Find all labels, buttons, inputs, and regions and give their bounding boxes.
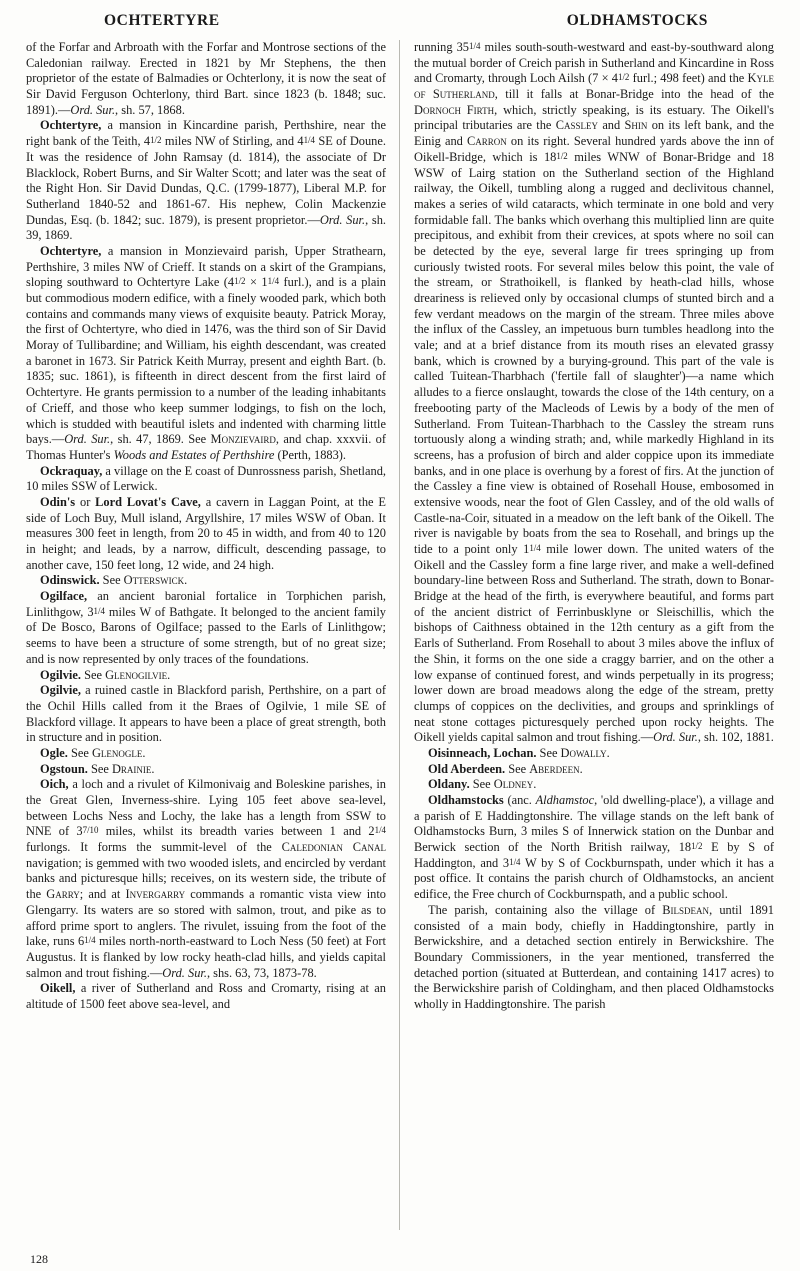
dictionary-entry: Ochtertyre, a mansion in Monzievaird parish, Upper Strathearn, Perthshire, 3 miles NW of Crieff. It stands on a skirt of the Grampians, sloping southward to Ochtertyre Lake (41/2 × 11/4 furl.), and is a plain but commodious modern edifice, with a finely wooded park, which both contains and commands many views of exquisite beauty. Patrick Moray, the first of Ochtertyre, who died in 1476, was the third son of Sir David Moray of Tullibardine; and William, his eighth descendant, was created a baronet in 1673. Sir Patrick Keith Murray, present and eighth Bart. (b. 1835; suc. 1861), is fifteenth in direct descent from the first laird of Ochtertyre. He grants permission to a number of the leading inhabitants of Crieff, and those who keep summer lodgings, to fish on the loch, which is studded with beautiful islets and indented with charming little bays.—Ord. Sur., sh. 47, 1869. See Monzievaird, and chap. xxxvii. of Thomas Hunter's Woods and Estates of Perthshire (Perth, 1883).	[26, 243, 387, 462]
left-column	[26, 40, 400, 1230]
two-column-body	[26, 40, 774, 1230]
dictionary-entry: Oikell, a river of Sutherland and Ross and Cromarty, rising at an altitude of 1500 feet above sea-level, and	[26, 981, 386, 1011]
page-number: 128	[30, 1252, 48, 1266]
dictionary-entry: Ochtertyre, a mansion in Kincardine parish, Perthshire, near the right bank of the Teith, 41/2 miles NW of Stirling, and 41/4 SE of Doune. It was the residence of John Ramsay (d. 1814), the associate of Dr Blacklock, Robert Burns, and Sir Walter Scott; and later was the seat of the Right Hon. Sir David Dundas, Q.C. (1799-1877), Liberal M.P. for Sutherland 1840-52 and 1861-67. His nephew, Colin Mackenzie Dundas, Esq. (b. 1842; suc. 1879), is present proprietor.—Ord. Sur., sh. 39, 1869.	[26, 118, 387, 243]
dictionary-entry: of the Forfar and Arbroath with the Forfar and Montrose sections of the Caledonian railway. Erected in 1821 by Mr Stephens, the then proprietor of the estate of Balmadies or Ochterlony, it is now the seat of Sir David Ferguson Ochterlony, third Bart. since 1823 (b. 1848; suc. 1891).—Ord. Sur., sh. 57, 1868.	[26, 40, 386, 117]
running-head-right: OLDHAMSTOCKS	[566, 12, 708, 29]
dictionary-entry: Odin's or Lord Lovat's Cave, a cavern in Laggan Point, at the E side of Loch Buy, Mull island, Argyllshire, 17 miles WSW of Oban. It measures 300 feet in length, from 20 to 45 in width, and from 40 to 120 in height; and leads, by a narrow, difficult, descending passage, to another cave, 150 feet long, 12 wide, and 24 high.	[26, 494, 386, 572]
dictionary-entry: The parish, containing also the village of Bilsdean, until 1891 consisted of a main body, chiefly in Haddingtonshire, partly in Berwickshire, and a detached section entirely in Berwickshire. The Boundary Commissioners, in the year mentioned, transferred the detached portion (situated at Butterdean, and containing 1417 acres) to the Berwickshire parish of Coldingham, and then placed Oldhamstocks wholly in Haddingtonshire. The parish	[414, 902, 775, 1011]
dictionary-entry: Ogle. See Glenogle.	[40, 745, 146, 760]
dictionary-entry: Oich, a loch and a rivulet of Kilmonivaig and Boleskine parishes, in the Great Glen, Inverness-shire. Lying 105 feet above sea-level, between Lochs Ness and Lochy, the lake has a length from SSW to NNE of 37/10 miles, whilst its breadth varies between 1 and 21/4 furlongs. It forms the summit-level of the Caledonian Canal navigation; is gemmed with two wooded islets, and encircled by verdant banks and picturesque hills; receives, on its western side, the tribute of the Garry; and at Invergarry commands a romantic vista view into Glengarry. Its waters are so stored with salmon, trout, and pike as to afford prime sport to anglers. The rivulet, issuing from the foot of the lake, runs 61/4 miles north-north-eastward to Loch Ness (50 feet) at Fort Augustus. It is flanked by low rocky heath-clad hills, and yields capital salmon and trout fishing.—Ord. Sur., shs. 63, 73, 1873-78.	[26, 777, 386, 980]
right-column	[400, 40, 774, 1230]
running-head	[26, 12, 774, 30]
dictionary-entry: Ogstoun. See Drainie.	[40, 761, 155, 776]
dictionary-entry: Oldany. See Oldney.	[428, 777, 537, 792]
running-head-left: OCHTERTYRE	[104, 12, 220, 29]
dictionary-entry: Oldhamstocks (anc. Aldhamstoc, 'old dwelling-place'), a village and a parish of E Haddingtonshire. The village stands on the left bank of Oldhamstocks Burn, 3 miles S of Innerwick station on the Dunbar and Berwick section of the North British railway, 181/2 E by S of Haddington, and 31/4 W by S of Cockburnspath, under which it has a post office. It contains the parish church of Oldhamstocks, an ancient edifice, the Free church of Cockburnspath, and a public school.	[414, 793, 775, 902]
dictionary-entry: Oisinneach, Lochan. See Dowally.	[428, 745, 610, 760]
dictionary-entry: Ockraquay, a village on the E coast of Dunrossness parish, Shetland, 10 miles SSW of Lerwick.	[26, 463, 386, 494]
dictionary-entry: Old Aberdeen. See Aberdeen.	[428, 761, 583, 776]
dictionary-entry: Ogilface, an ancient baronial fortalice in Torphichen parish, Linlithgow, 31/4 miles W of Bathgate. It belonged to the ancient family of De Bosco, Barons of Ogilface; passed to the Earls of Linlithgow; seems to have been a structure of some strength, but of no great size; and is now represented by only traces of the foundations.	[26, 589, 387, 666]
dictionary-entry: Ogilvie, a ruined castle in Blackford parish, Perthshire, on a part of the Ochil Hills called from it the Braes of Ogilvie, 1 mile SE of Blackford village. It appears to have been a place of great strength, both in structure and in position.	[26, 683, 386, 745]
dictionary-entry: Ogilvie. See Glenogilvie.	[40, 667, 171, 682]
dictionary-entry: running 351/4 miles south-south-westward and east-by-southward along the mutual border of Creich parish in Sutherland and Kincardine in Ross and Cromarty, through Loch Ailsh (7 × 41/2 furl.; 498 feet) and the Kyle of Sutherland, till it falls at Bonar-Bridge into the head of the Dornoch Firth, which, strictly speaking, is its estuary. The Oikell's principal tributaries are the Cassley and Shin on its left bank, and the Einig and Carron on its right. Several hundred yards above the inn of Oikell-Bridge, which is 181/2 miles WNW of Bonar-Bridge and 18 WSW of Lairg station on the Sutherland section of the Highland railway, the Oikell, tumbling along a rugged and declivitous channel, makes a series of wild cataracts, which terminate in one bold and very formidable fall. The banks which overhang this multiplied linn are quite precipitous, and exhibit from their crevices, at spots where no soil can be detected by the eye, several large fir trees springing up from curiously twisted roots. For several miles below this point, the vale of the stream, or Strathoikell, is flanked by heath-clad hills, whose dreariness is relieved only by occasional clumps of stunted birch and a few verdant meadows on the margin of the stream. Three miles above the influx of the Cassley, an impetuous burn tumbles headlong into the vale; and at a brief distance from its mouth rises an elevated grassy bank, which is crowned by a burying-ground. This part of the vale is called Tuitean-Tharbhach ('fertile fall of slaughter')—a name which alludes to a fierce onslaught, towards the close of the 14th century, on a freebooting party of the Macleods of Lewis by a body of the men of Sutherland. From Tuitean-Tharbhach to the Cassley the stream runs tortuously along a winding strath; and, while markedly Highland in its screens, has a profusion of birch and alder coppice upon its immediate banks, and in one place is overhung by a forest of firs. At the junction of the Cassley a fine view is obtained of Rosehall House, embosomed in extensive woods, near the foot of Glen Cassley, and of the old walls of Castle-na-Coir, situated in a meadow on the left bank of the Oikell. The river is navigable by boats from the sea to Rosehall, and brings up the tide to a point only 11/4 mile lower down. The united waters of the Oikell and the Cassley form a fine large river, and make a well-defined boundary-line between Ross and Sutherland. The strath, down to Bonar-Bridge at the head of the firth, is everywhere beautiful, and forms part of the ancient district of Ferrinbusklyne or Sleischillis, which the bishops of Caithness obtained in the 12th century as a gift from the Earls of Sutherland. From Rosehall to about 3 miles above the influx of the Shin, it forms on the one side a craggy barrier, and on the other a low expanse of continued forest, and winds perpetually in its progress; lower down are broad meadows along the edge of the stream, pretty clumps of coppices on the declivities, and groups and sprinklings of neat stone cottages picturesquely perched upon rocky heights. The Oikell yields capital salmon and trout fishing.—Ord. Sur., sh. 102, 1881.	[414, 40, 775, 745]
dictionary-entry: Odinswick. See Otterswick.	[40, 573, 188, 588]
